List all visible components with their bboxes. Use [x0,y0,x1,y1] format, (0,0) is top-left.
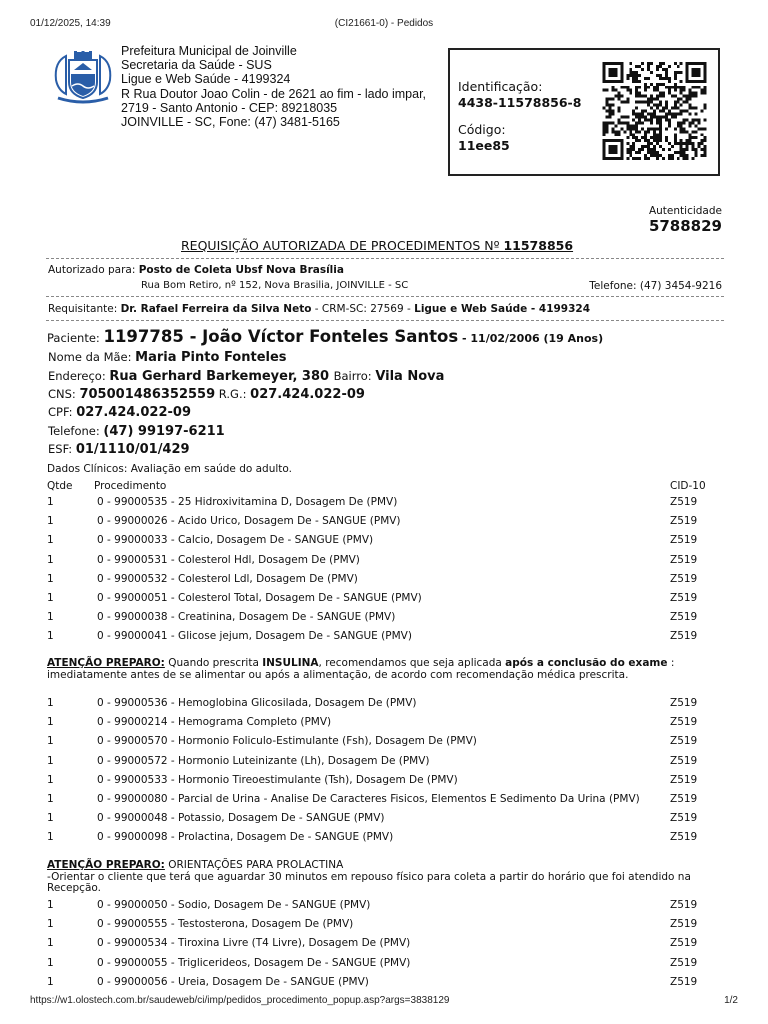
row-qtde: 1 [47,553,54,566]
table-row [47,774,707,793]
cpf-value: 027.424.022-09 [76,405,191,420]
row-qtde: 1 [47,975,54,988]
cns-label: CNS: [48,387,76,401]
table-row [47,937,707,956]
row-cid: Z519 [670,899,698,911]
cns-line [48,387,365,402]
row-cid: Z519 [670,553,698,566]
row-qtde: 1 [47,754,54,767]
row-cid: Z519 [670,592,698,604]
row-cid: Z519 [670,697,698,709]
institution-line: JOINVILLE - SC, Fone: (47) 3481-5165 [121,115,340,130]
table-row [47,899,707,918]
print-datetime: 01/12/2025, 14:39 [30,18,111,29]
requisition-title-text: REQUISIÇÃO AUTORIZADA DE PROCEDIMENTOS Nº [181,238,504,253]
row-qtde: 1 [47,831,54,844]
requester-label: Requisitante: [48,303,118,315]
row-procedure: 0 - 99000041 - Glicose jejum, Dosagem De - SANGUE (PMV) [97,630,412,643]
row-cid: Z519 [670,956,698,969]
table-row [47,611,707,630]
row-qtde: 1 [47,735,54,748]
print-url: https://w1.olostech.com.br/saudeweb/ci/imp/pedidos_procedimento_popup.asp?args=3838129 [30,995,450,1006]
requester-unit: Ligue e Web Saúde - 4199324 [414,303,591,315]
row-procedure: 0 - 99000535 - 25 Hidroxivitamina D, Dosagem De (PMV) [97,496,398,508]
row-qtde: 1 [47,611,54,624]
row-procedure: 0 - 99000033 - Calcio, Dosagem De - SANGUE (PMV) [97,534,374,547]
row-cid: Z519 [670,754,698,767]
row-cid: Z519 [670,735,698,748]
row-cid: Z519 [670,793,698,805]
print-page: 1/2 [724,995,738,1006]
authorized-line [48,264,344,276]
cpf-label: CPF: [48,405,73,419]
col-cid: CID-10 [670,480,706,492]
table-row [47,515,707,534]
patient-line [47,327,603,346]
row-cid: Z519 [670,496,698,508]
table-row [47,976,707,995]
divider [46,296,724,297]
table-row [47,592,707,611]
coat-of-arms-icon [52,50,114,104]
col-procedimento: Procedimento [94,480,167,492]
warning-title: ATENÇÃO PREPARO: [47,657,165,669]
authorized-name: Posto de Coleta Ubsf Nova Brasília [138,264,344,276]
row-procedure: 0 - 99000038 - Creatinina, Dosagem De - SANGUE (PMV) [97,611,396,624]
institution-line: Ligue e Web Saúde - 4199324 [121,72,291,87]
row-cid: Z519 [670,937,698,950]
cns-value: 705001486352559 [79,387,216,402]
mother-line [48,350,287,365]
row-procedure: 0 - 99000555 - Testosterona, Dosagem De (PMV) [97,918,354,931]
table-row [47,755,707,774]
warning-text: : imediatamente antes de se alimentar ou após a alimentação, de acordo com recomendação médica prescrita. [47,657,675,681]
warning-insulin [47,658,707,681]
row-cid: Z519 [670,630,698,643]
print-title: (CI21661-0) - Pedidos [334,18,434,29]
row-qtde: 1 [47,956,54,969]
divider [46,258,724,259]
requester-line [48,303,590,315]
institution-line: Secretaria da Saúde - SUS [121,58,272,73]
mother-name: Maria Pinto Fonteles [135,350,287,365]
rg-value: 027.424.022-09 [250,387,365,402]
row-cid: Z519 [670,515,698,528]
address-line [48,369,444,384]
requester-name: Dr. Rafael Ferreira da Silva Neto [120,303,312,315]
authenticity-value: 5788829 [648,217,722,235]
row-cid: Z519 [670,572,698,585]
table-row [47,716,707,735]
cpf-line [48,405,191,420]
patient-name: 1197785 - João Víctor Fonteles Santos [103,327,459,346]
row-cid: Z519 [670,918,698,931]
mother-label: Nome da Mãe: [48,350,132,364]
qr-code-icon [602,62,707,160]
requisition-title [181,238,573,253]
divider [46,320,724,321]
row-procedure: 0 - 99000536 - Hemoglobina Glicosilada, Dosagem De (PMV) [97,697,417,709]
row-procedure: 0 - 99000572 - Hormonio Luteinizante (Lh), Dosagem De (PMV) [97,754,430,767]
row-procedure: 0 - 99000098 - Prolactina, Dosagem De - SANGUE (PMV) [97,831,394,844]
warning-text: Quando prescrita [164,657,263,669]
bairro-label: Bairro: [333,369,372,383]
warning-prolactin [47,860,707,895]
row-procedure: 0 - 99000531 - Colesterol Hdl, Dosagem De (PMV) [97,553,360,566]
row-procedure: 0 - 99000570 - Hormonio Foliculo-Estimulante (Fsh), Dosagem De (PMV) [97,735,477,748]
table-row [47,812,707,831]
patient-birth: - 11/02/2006 (19 Anos) [458,332,604,345]
authorized-label: Autorizado para: [48,264,136,276]
row-procedure: 0 - 99000050 - Sodio, Dosagem De - SANGUE (PMV) [97,899,371,911]
row-procedure: 0 - 99000055 - Triglicerideos, Dosagem De - SANGUE (PMV) [97,956,411,969]
row-qtde: 1 [47,592,54,604]
row-qtde: 1 [47,918,54,931]
institution-line: 2719 - Santo Antonio - CEP: 89218035 [121,100,338,115]
table-row [47,573,707,592]
col-qtde: Qtde [47,480,73,492]
authorized-phone: Telefone: (47) 3454-9216 [589,280,722,292]
phone-label: Telefone: [48,424,100,438]
rg-label: R.G.: [215,387,247,401]
requester-crm: - CRM-SC: 27569 - [311,303,415,315]
row-cid: Z519 [670,975,698,988]
authenticity-label: Autenticidade [648,205,722,217]
row-cid: Z519 [670,716,698,729]
table-row [47,697,707,716]
authorized-address: Rua Bom Retiro, nº 152, Nova Brasilia, JOINVILLE - SC [141,280,409,291]
identification-box [448,48,720,176]
requisition-number: 11578856 [503,238,574,253]
identificacao-value: 4438-11578856-8 [458,95,582,110]
patient-label: Paciente: [47,331,100,345]
table-row [47,630,707,649]
table-row [47,534,707,553]
table-row [47,918,707,937]
row-qtde: 1 [47,773,54,786]
institution-block [121,44,426,129]
row-qtde: 1 [47,515,54,528]
row-procedure: 0 - 99000214 - Hemograma Completo (PMV) [97,716,332,729]
row-qtde: 1 [47,630,54,643]
phone-value: (47) 99197-6211 [103,424,225,439]
phone-line [48,424,225,439]
row-qtde: 1 [47,812,54,825]
warning-text: , recomendamos que seja aplicada [318,657,506,669]
row-procedure: 0 - 99000051 - Colesterol Total, Dosagem De - SANGUE (PMV) [97,592,422,604]
row-procedure: 0 - 99000534 - Tiroxina Livre (T4 Livre), Dosagem De (PMV) [97,937,411,950]
institution-line: R Rua Doutor Joao Colin - de 2621 ao fim - lado impar, [121,86,427,101]
row-qtde: 1 [47,793,54,805]
row-cid: Z519 [670,812,698,825]
esf-value: 01/1110/01/429 [75,442,190,457]
row-qtde: 1 [47,534,54,547]
row-qtde: 1 [47,496,54,508]
table-row [47,793,707,812]
esf-label: ESF: [48,442,73,456]
bairro-value: Vila Nova [375,369,445,384]
row-qtde: 1 [47,899,54,911]
table-row [47,735,707,754]
row-procedure: 0 - 99000080 - Parcial de Urina - Analise De Caracteres Fisicos, Elementos E Sedimento Da Urina (PMV) [97,793,640,805]
address-street: Rua Gerhard Barkemeyer [109,369,293,384]
row-cid: Z519 [670,831,698,844]
codigo-value: 11ee85 [458,138,510,153]
warning-bold: após a conclusão do exame [505,657,668,669]
table-row [47,957,707,976]
address-number: , 380 [292,369,334,384]
table-row [47,831,707,850]
warning-text: -Orientar o cliente que terá que aguardar 30 minutos em repouso físico para coleta a partir do horário que foi atendido na Recepção. [47,870,691,894]
table-row [47,496,707,515]
table-row [47,554,707,573]
institution-line: Prefeitura Municipal de Joinville [121,44,297,58]
row-procedure: 0 - 99000056 - Ureia, Dosagem De - SANGUE (PMV) [97,975,369,988]
clinical-data: Dados Clínicos: Avaliação em saúde do adulto. [47,463,292,475]
identificacao-label: Identificação: [458,79,543,94]
warning-bold: INSULINA [262,657,319,669]
warning-title: ATENÇÃO PREPARO: [47,859,165,871]
row-cid: Z519 [670,534,698,547]
row-procedure: 0 - 99000048 - Potassio, Dosagem De - SANGUE (PMV) [97,812,385,825]
row-cid: Z519 [670,611,698,624]
row-cid: Z519 [670,773,698,786]
esf-line [48,442,190,457]
row-qtde: 1 [47,697,54,709]
codigo-label: Código: [458,122,506,137]
row-qtde: 1 [47,716,54,729]
row-procedure: 0 - 99000532 - Colesterol Ldl, Dosagem De (PMV) [97,572,358,585]
row-procedure: 0 - 99000026 - Acido Urico, Dosagem De - SANGUE (PMV) [97,515,401,528]
row-qtde: 1 [47,572,54,585]
row-qtde: 1 [47,937,54,950]
row-procedure: 0 - 99000533 - Hormonio Tireoestimulante (Tsh), Dosagem De (PMV) [97,773,458,786]
address-label: Endereço: [48,369,106,383]
warning-text: ORIENTAÇÕES PARA PROLACTINA [164,859,344,871]
